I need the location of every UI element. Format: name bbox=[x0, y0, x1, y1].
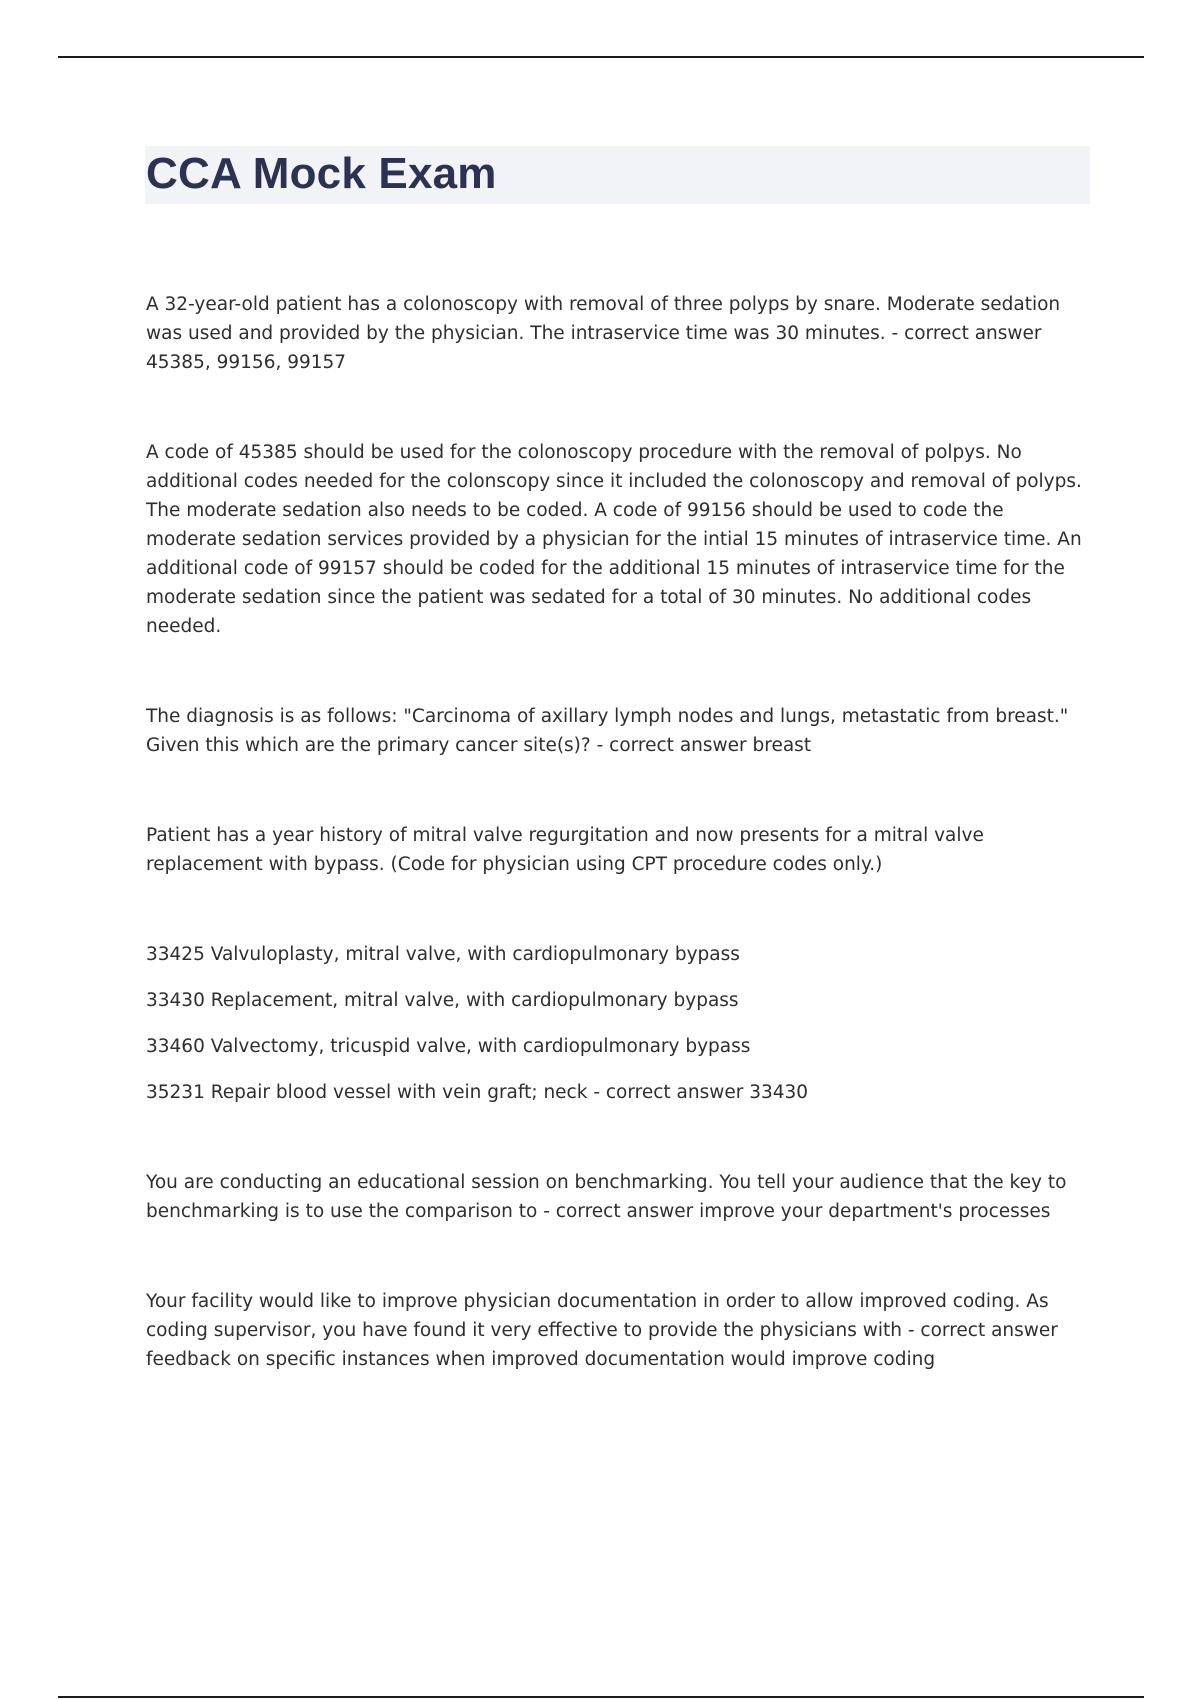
question-3-option: 35231 Repair blood vessel with vein graft; neck - correct answer 33430 bbox=[146, 1082, 809, 1103]
question-4: You are conducting an educational session on benchmarking. You tell your audience that the key to benchmarking is to use the comparison to - correct answer improve your department's processes bbox=[146, 1172, 1067, 1222]
page-title: CCA Mock Exam bbox=[146, 149, 497, 198]
question-1-explanation: A code of 45385 should be used for the colonoscopy procedure with the removal of polpys. No additional codes needed for the colonscopy since it included the colonoscopy and removal of polyps. The moderate sedation also needs to be coded. A code of 99156 should be used to code the moderate sedation services provided by a physician for the intial 15 minutes of intraservice time. An additional code of 99157 should be coded for the additional 15 minutes of intraservice time for the moderate sedation since the patient was sedated for a total of 30 minutes. No additional codes needed. bbox=[146, 442, 1082, 637]
top-divider bbox=[58, 56, 1144, 58]
question-3-option: 33460 Valvectomy, tricuspid valve, with cardiopulmonary bypass bbox=[146, 1036, 751, 1057]
question-5: Your facility would like to improve physician documentation in order to allow improved coding. As coding supervisor, you have found it very effective to provide the physicians with - correct answer feedback on specific instances when improved documentation would improve coding bbox=[146, 1291, 1058, 1370]
question-2: The diagnosis is as follows: "Carcinoma of axillary lymph nodes and lungs, metastatic from breast." Given this which are the primary cancer site(s)? - correct answer breast bbox=[146, 706, 1069, 756]
question-3-option: 33430 Replacement, mitral valve, with cardiopulmonary bypass bbox=[146, 990, 739, 1011]
question-3-option: 33425 Valvuloplasty, mitral valve, with cardiopulmonary bypass bbox=[146, 944, 740, 965]
question-3: Patient has a year history of mitral valve regurgitation and now presents for a mitral valve replacement with bypass. (Code for physician using CPT procedure codes only.) bbox=[146, 825, 984, 875]
document-body bbox=[146, 290, 1091, 1374]
bottom-divider bbox=[58, 1696, 1144, 1698]
question-1: A 32-year-old patient has a colonoscopy with removal of three polyps by snare. Moderate sedation was used and provided by the physician. The intraservice time was 30 minutes. - correct answer 45385, 99156, 99157 bbox=[146, 294, 1061, 373]
